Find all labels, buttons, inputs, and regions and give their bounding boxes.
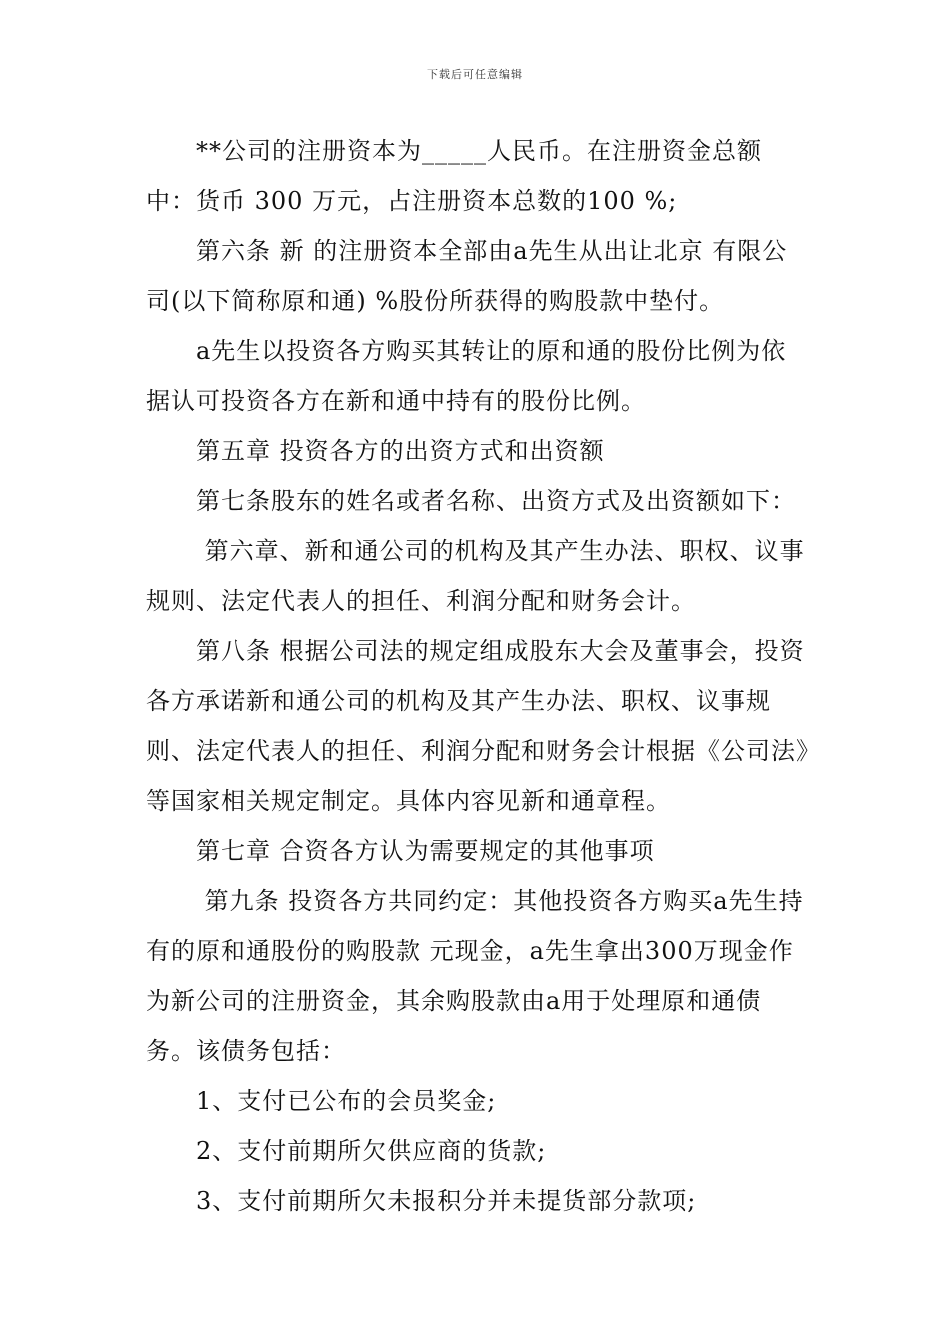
list-item-3: 3、支付前期所欠未报积分并未提货部分款项; (196, 1187, 697, 1215)
paragraph-article-8: 第八条 根据公司法的规定组成股东大会及董事会，投资各方承诺新和通公司的机构及其产生办法、职权、议事规则、法定代表人的担任、利润分配和财务会计根据《公司法》等国家相关规定制定。具体内容见新和通章程。 (146, 637, 809, 815)
page-header-note: 下载后可任意编辑 (427, 68, 523, 81)
paragraph-article-7: 第七条股东的姓名或者名称、出资方式及出资额如下： (196, 487, 796, 515)
list-item-2: 2、支付前期所欠供应商的货款; (196, 1137, 547, 1165)
paragraph-article-6: 第六条 新 的注册资本全部由a先生从出让北京 有限公司(以下简称原和通) %股份所获得的购股款中垫付。 (146, 237, 788, 315)
document-body (146, 126, 811, 1226)
list-item-1: 1、支付已公布的会员奖金; (196, 1087, 497, 1115)
paragraph-article-9: 第九条 投资各方共同约定：其他投资各方购买a先生持有的原和通股份的购股款 元现金，a先生拿出300万现金作为新公司的注册资金，其余购股款由a用于处理原和通债务。该债务包括： (146, 887, 804, 1065)
chapter-7-heading: 第七章 合资各方认为需要规定的其他事项 (196, 837, 655, 865)
chapter-5-heading: 第五章 投资各方的出资方式和出资额 (196, 437, 605, 465)
chapter-6-heading: 第六章、新和通公司的机构及其产生办法、职权、议事规则、法定代表人的担任、利润分配和财务会计。 (146, 537, 805, 615)
paragraph-registered-capital: **公司的注册资本为_____人民币。在注册资金总额中：货币 300 万元，占注册资本总数的100 %; (146, 137, 762, 215)
paragraph-share-ratio: a先生以投资各方购买其转让的原和通的股份比例为依据认可投资各方在新和通中持有的股份比例。 (146, 337, 787, 415)
